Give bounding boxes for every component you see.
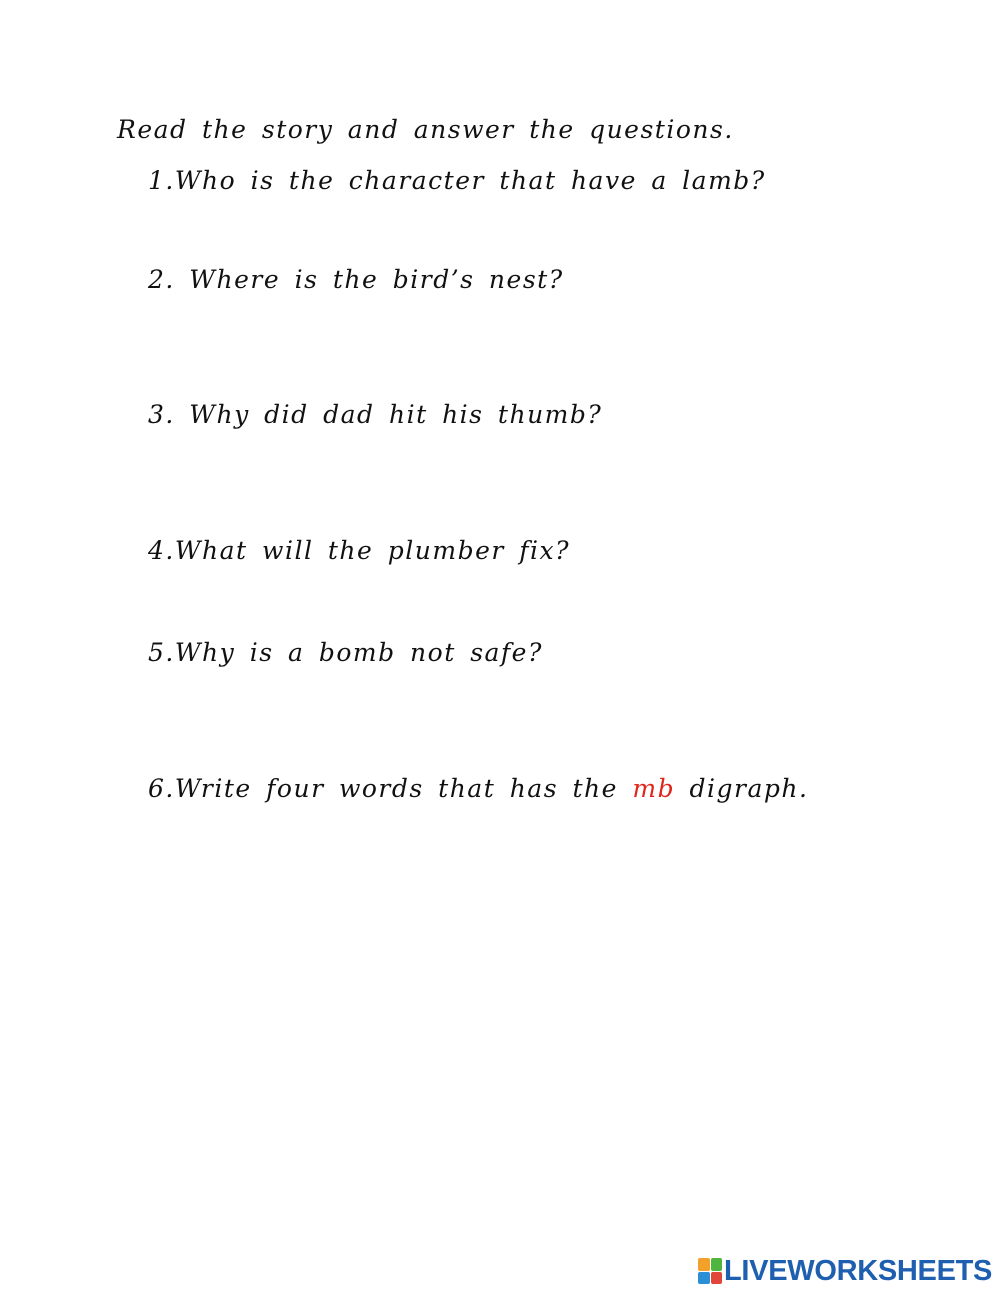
question-2: 2. Where is the bird’s nest? (148, 265, 564, 294)
digraph-highlight: mb (632, 774, 676, 803)
question-1: 1.Who is the character that have a lamb? (148, 166, 766, 195)
question-5: 5.Why is a bomb not safe? (148, 638, 543, 667)
liveworksheets-logo-icon (698, 1258, 722, 1284)
question-6-before: 6.Write four words that has the (148, 774, 633, 803)
question-6 (148, 776, 808, 801)
question-3: 3. Why did dad hit his thumb? (148, 400, 603, 429)
watermark-text: LIVEWORKSHEETS (724, 1254, 993, 1287)
liveworksheets-watermark (698, 1256, 992, 1286)
question-6-after: digraph. (675, 774, 809, 803)
question-4: 4.What will the plumber fix? (148, 536, 571, 565)
instruction-text: Read the story and answer the questions. (117, 115, 734, 144)
